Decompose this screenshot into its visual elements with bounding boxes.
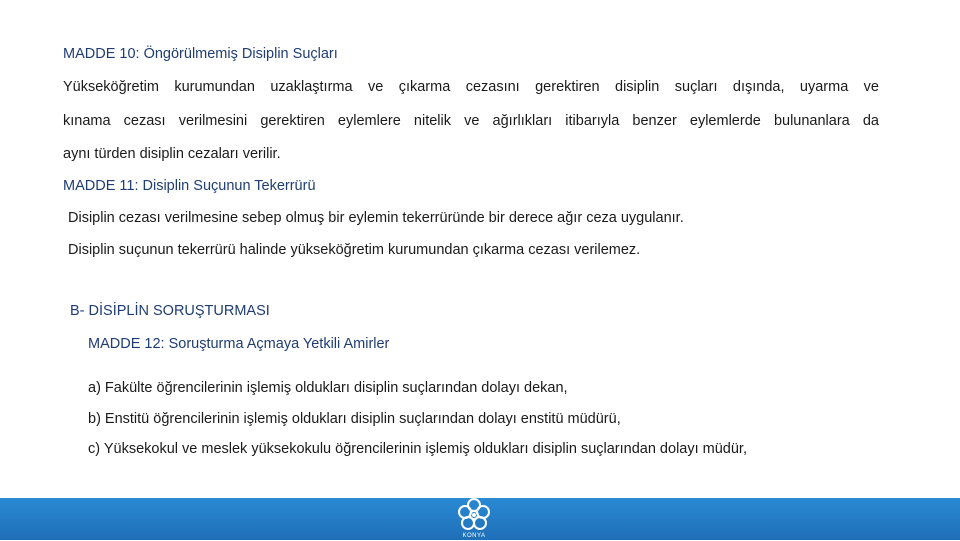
madde-11-heading: MADDE 11: Disiplin Suçunun Tekerrürü (63, 178, 316, 194)
section-b-heading: B- DİSİPLİN SORUŞTURMASI (70, 303, 270, 319)
konya-seal-icon (451, 496, 497, 540)
madde-10-paragraph-line-2: kınama cezası verilmesini gerektiren eylemlere nitelik ve ağırlıkları itibarıyla benzer eylemlerde bulunanlara da (63, 113, 879, 129)
madde-11-paragraph-2: Disiplin suçunun tekerrürü halinde yükseköğretim kurumundan çıkarma cezası verilemez. (68, 242, 641, 258)
madde-11-paragraph-1: Disiplin cezası verilmesine sebep olmuş bir eylemin tekerrüründe bir derece ağır ceza uygulanır. (68, 210, 684, 226)
madde-12-heading: MADDE 12: Soruşturma Açmaya Yetkili Amirler (88, 336, 390, 352)
madde-12-item-b: b) Enstitü öğrencilerinin işlemiş oldukları disiplin suçlarından dolayı enstitü müdürü, (88, 411, 621, 427)
madde-12-item-c: c) Yüksekokul ve meslek yüksekokulu öğrencilerinin işlemiş oldukları disiplin suçlarından dolayı müdür, (88, 441, 747, 457)
logo-text: KONYA (462, 533, 486, 539)
madde-12-item-a: a) Fakülte öğrencilerinin işlemiş oldukları disiplin suçlarından dolayı dekan, (88, 380, 568, 396)
madde-10-paragraph-line-3: aynı türden disiplin cezaları verilir. (63, 146, 281, 162)
konya-seal-graphic (451, 496, 497, 536)
madde-10-paragraph-line-1: Yükseköğretim kurumundan uzaklaştırma ve çıkarma cezasını gerektiren disiplin suçları dışında, uyarma ve (63, 79, 879, 95)
madde-10-heading: MADDE 10: Öngörülmemiş Disiplin Suçları (63, 46, 338, 62)
